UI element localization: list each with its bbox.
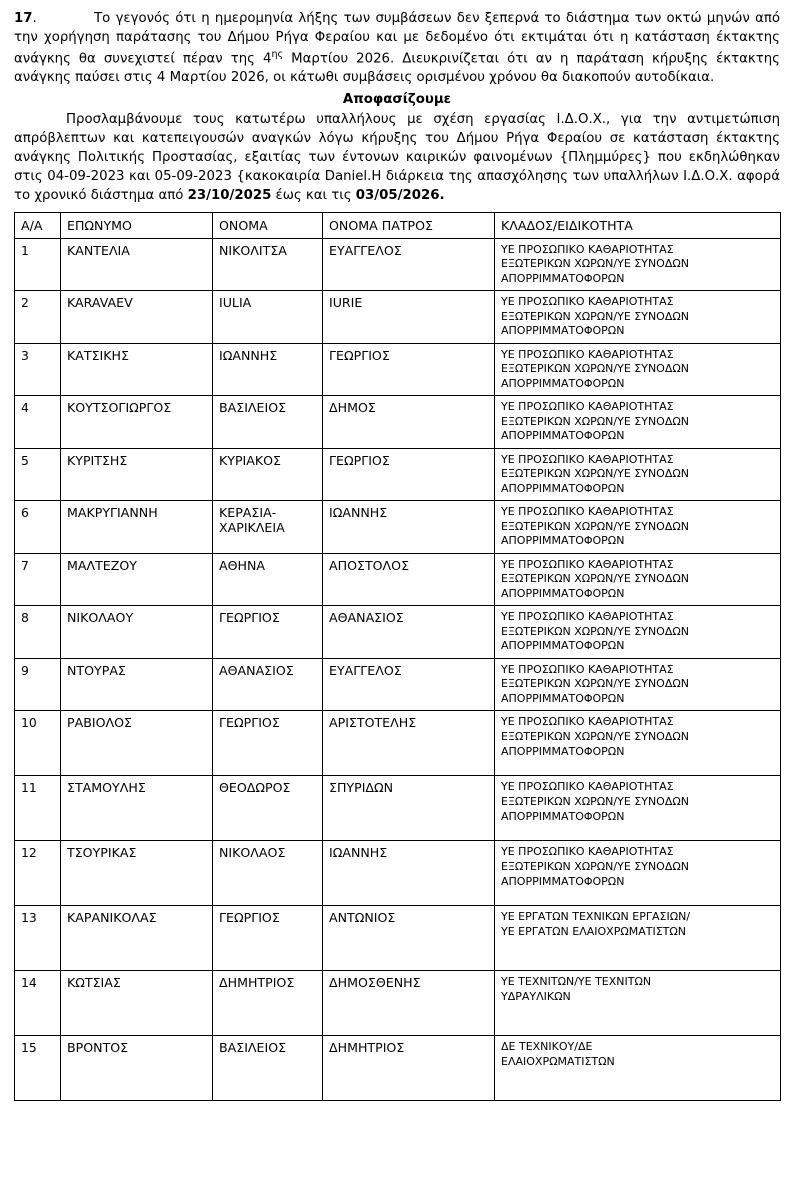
cell-name: ΚΥΡΙΑΚΟΣ — [213, 448, 323, 501]
table-row — [15, 1036, 781, 1101]
cell-specialty — [495, 238, 781, 291]
cell-specialty — [495, 291, 781, 344]
specialty-line-1: ΥΕ ΠΡΟΣΩΠΙΚΟ ΚΑΘΑΡΙΟΤΗΤΑΣ — [501, 242, 674, 256]
cell-surname: ΚΟΥΤΣΟΓΙΩΡΓΟΣ — [61, 396, 213, 449]
cell-name: ΑΘΗΝΑ — [213, 553, 323, 606]
specialty-line-1: ΥΕ ΠΡΟΣΩΠΙΚΟ ΚΑΘΑΡΙΟΤΗΤΑΣ — [501, 295, 674, 309]
paragraph-17 — [14, 10, 780, 88]
specialty-line-1: ΥΕ ΠΡΟΣΩΠΙΚΟ ΚΑΘΑΡΙΟΤΗΤΑΣ — [501, 610, 674, 624]
paragraph-17-superscript: ης — [271, 48, 284, 60]
table-row — [15, 501, 781, 554]
cell-specialty — [495, 501, 781, 554]
cell-surname: ΜΑΚΡΥΓΙΑΝΝΗ — [61, 501, 213, 554]
cell-name: ΓΕΩΡΓΙΟΣ — [213, 711, 323, 776]
cell-aa: 15 — [15, 1036, 61, 1101]
cell-specialty — [495, 396, 781, 449]
paragraph-number-dot: . — [32, 11, 37, 26]
cell-specialty — [495, 1036, 781, 1101]
specialty-line-2: ΕΞΩΤΕΡΙΚΩΝ ΧΩΡΩΝ/ΥΕ ΣΥΝΟΔΩΝ — [501, 467, 689, 481]
specialty-line-3: ΑΠΟΡΡΙΜΜΑΤΟΦΟΡΩΝ — [501, 481, 625, 495]
specialty-line-1: ΥΕ ΠΡΟΣΩΠΙΚΟ ΚΑΘΑΡΙΟΤΗΤΑΣ — [501, 715, 674, 729]
cell-surname: ΤΣΟΥΡΙΚΑΣ — [61, 841, 213, 906]
cell-name: ΝΙΚΟΛΙΤΣΑ — [213, 238, 323, 291]
table-row — [15, 343, 781, 396]
specialty-line-3: ΑΠΟΡΡΙΜΜΑΤΟΦΟΡΩΝ — [501, 639, 625, 653]
cell-specialty — [495, 776, 781, 841]
cell-name: ΑΘΑΝΑΣΙΟΣ — [213, 658, 323, 711]
table-row — [15, 971, 781, 1036]
specialty-line-3: ΑΠΟΡΡΙΜΜΑΤΟΦΟΡΩΝ — [501, 874, 625, 888]
cell-aa: 11 — [15, 776, 61, 841]
cell-surname: ΚΑΤΣΙΚΗΣ — [61, 343, 213, 396]
end-date: 03/05/2026. — [355, 187, 445, 203]
cell-father: ΣΠΥΡΙΔΩΝ — [323, 776, 495, 841]
cell-aa: 5 — [15, 448, 61, 501]
cell-father: ΑΡΙΣΤΟΤΕΛΗΣ — [323, 711, 495, 776]
specialty-line-2: ΕΞΩΤΕΡΙΚΩΝ ΧΩΡΩΝ/ΥΕ ΣΥΝΟΔΩΝ — [501, 362, 689, 376]
cell-father: ΕΥΑΓΓΕΛΟΣ — [323, 658, 495, 711]
cell-father: ΔΗΜΗΤΡΙΟΣ — [323, 1036, 495, 1101]
header-aa: Α/Α — [15, 212, 61, 238]
decision-heading: Αποφασίζουμε — [342, 91, 452, 107]
specialty-line-2: ΥΔΡΑΥΛΙΚΩΝ — [501, 990, 571, 1003]
cell-name: ΚΕΡΑΣΙΑ-ΧΑΡΙΚΛΕΙΑ — [213, 501, 323, 554]
cell-aa: 10 — [15, 711, 61, 776]
paragraph-hiring — [14, 111, 780, 205]
cell-father: ΓΕΩΡΓΙΟΣ — [323, 448, 495, 501]
header-surname: ΕΠΩΝΥΜΟ — [61, 212, 213, 238]
specialty-line-2: ΕΛΑΙΟΧΡΩΜΑΤΙΣΤΩΝ — [501, 1055, 615, 1068]
cell-surname: ΒΡΟΝΤΟΣ — [61, 1036, 213, 1101]
cell-father: IURIE — [323, 291, 495, 344]
paragraph-17-text-part2: Μαρτίου 2026. Διευκρινίζεται ότι αν η παράταση κήρυξης έκτακτης ανάγκης παύσει στις 4 Μαρτίου 2026, οι κάτωθι συμβάσεις ορισμένου χρόνου θα διακοπούν αυτοδίκαια. — [14, 51, 780, 86]
cell-specialty — [495, 606, 781, 659]
cell-aa: 4 — [15, 396, 61, 449]
header-specialty: ΚΛΑΔΟΣ/ΕΙΔΙΚΟΤΗΤΑ — [495, 212, 781, 238]
specialty-line-3: ΑΠΟΡΡΙΜΜΑΤΟΦΟΡΩΝ — [501, 324, 625, 338]
cell-specialty — [495, 553, 781, 606]
specialty-line-2: ΕΞΩΤΕΡΙΚΩΝ ΧΩΡΩΝ/ΥΕ ΣΥΝΟΔΩΝ — [501, 730, 689, 743]
cell-name: ΓΕΩΡΓΙΟΣ — [213, 906, 323, 971]
cell-father: ΙΩΑΝΝΗΣ — [323, 501, 495, 554]
table-row — [15, 291, 781, 344]
header-name: ΟΝΟΜΑ — [213, 212, 323, 238]
cell-surname: ΜΑΛΤΕΖΟΥ — [61, 553, 213, 606]
table-row — [15, 396, 781, 449]
staff-table — [14, 212, 781, 1102]
cell-surname: ΣΤΑΜΟΥΛΗΣ — [61, 776, 213, 841]
cell-name: IULIA — [213, 291, 323, 344]
cell-surname: ΚΥΡΙΤΣΗΣ — [61, 448, 213, 501]
header-father: ΟΝΟΜΑ ΠΑΤΡΟΣ — [323, 212, 495, 238]
specialty-line-2: ΥΕ ΕΡΓΑΤΩΝ ΕΛΑΙΟΧΡΩΜΑΤΙΣΤΩΝ — [501, 925, 687, 938]
table-row — [15, 606, 781, 659]
specialty-line-3: ΑΠΟΡΡΙΜΜΑΤΟΦΟΡΩΝ — [501, 586, 625, 600]
cell-aa: 13 — [15, 906, 61, 971]
cell-aa: 7 — [15, 553, 61, 606]
cell-name: ΓΕΩΡΓΙΟΣ — [213, 606, 323, 659]
table-row — [15, 776, 781, 841]
cell-father: ΔΗΜΟΣ — [323, 396, 495, 449]
cell-specialty — [495, 343, 781, 396]
cell-father: ΑΠΟΣΤΟΛΟΣ — [323, 553, 495, 606]
specialty-line-1: ΥΕ ΠΡΟΣΩΠΙΚΟ ΚΑΘΑΡΙΟΤΗΤΑΣ — [501, 505, 674, 519]
specialty-line-3: ΑΠΟΡΡΙΜΜΑΤΟΦΟΡΩΝ — [501, 691, 625, 705]
specialty-line-3: ΑΠΟΡΡΙΜΜΑΤΟΦΟΡΩΝ — [501, 271, 625, 285]
specialty-line-2: ΕΞΩΤΕΡΙΚΩΝ ΧΩΡΩΝ/ΥΕ ΣΥΝΟΔΩΝ — [501, 572, 689, 586]
start-date: 23/10/2025 — [187, 187, 272, 203]
table-row — [15, 841, 781, 906]
date-connector: έως και τις — [271, 187, 356, 203]
paragraph-17-text-part1: Το γεγονός ότι η ημερομηνία λήξης των συμβάσεων δεν ξεπερνά το διάστημα των οκτώ μηνών από την χορήγηση παράτασης του Δήμου Ρήγα Φεραίου και με δεδομένο ότι εκτιμάται ότι η κατάσταση έκτακτης ανάγκης θα συνεχιστεί πέραν της 4 — [14, 11, 780, 67]
cell-aa: 9 — [15, 658, 61, 711]
specialty-line-3: ΑΠΟΡΡΙΜΜΑΤΟΦΟΡΩΝ — [501, 744, 625, 758]
specialty-line-3: ΑΠΟΡΡΙΜΜΑΤΟΦΟΡΩΝ — [501, 376, 625, 390]
cell-surname: ΝΙΚΟΛΑΟΥ — [61, 606, 213, 659]
specialty-line-1: ΥΕ ΠΡΟΣΩΠΙΚΟ ΚΑΘΑΡΙΟΤΗΤΑΣ — [501, 347, 674, 361]
cell-surname: ΚΑΡΑΝΙΚΟΛΑΣ — [61, 906, 213, 971]
cell-name: ΘΕΟΔΩΡΟΣ — [213, 776, 323, 841]
table-row — [15, 658, 781, 711]
cell-name: ΝΙΚΟΛΑΟΣ — [213, 841, 323, 906]
specialty-line-1: ΥΕ ΠΡΟΣΩΠΙΚΟ ΚΑΘΑΡΙΟΤΗΤΑΣ — [501, 780, 674, 794]
cell-specialty — [495, 841, 781, 906]
cell-name: ΒΑΣΙΛΕΙΟΣ — [213, 1036, 323, 1101]
cell-surname: ΡΑΒΙΟΛΟΣ — [61, 711, 213, 776]
cell-surname: KARAVAEV — [61, 291, 213, 344]
specialty-line-2: ΕΞΩΤΕΡΙΚΩΝ ΧΩΡΩΝ/ΥΕ ΣΥΝΟΔΩΝ — [501, 860, 689, 873]
cell-aa: 2 — [15, 291, 61, 344]
table-row — [15, 711, 781, 776]
cell-father: ΑΘΑΝΑΣΙΟΣ — [323, 606, 495, 659]
table-row — [15, 553, 781, 606]
cell-father: ΔΗΜΟΣΘΕΝΗΣ — [323, 971, 495, 1036]
table-row — [15, 448, 781, 501]
cell-name: ΙΩΑΝΝΗΣ — [213, 343, 323, 396]
cell-specialty — [495, 711, 781, 776]
specialty-line-1: ΥΕ ΠΡΟΣΩΠΙΚΟ ΚΑΘΑΡΙΟΤΗΤΑΣ — [501, 557, 674, 571]
cell-specialty — [495, 906, 781, 971]
specialty-line-1: ΥΕ ΠΡΟΣΩΠΙΚΟ ΚΑΘΑΡΙΟΤΗΤΑΣ — [501, 452, 674, 466]
cell-father: ΕΥΑΓΓΕΛΟΣ — [323, 238, 495, 291]
cell-specialty — [495, 658, 781, 711]
table-header-row — [15, 212, 781, 238]
specialty-line-1: ΥΕ ΤΕΧΝΙΤΩΝ/ΥΕ ΤΕΧΝΙΤΩΝ — [501, 975, 652, 989]
cell-aa: 12 — [15, 841, 61, 906]
cell-surname: ΚΩΤΣΙΑΣ — [61, 971, 213, 1036]
cell-name: ΒΑΣΙΛΕΙΟΣ — [213, 396, 323, 449]
cell-surname: ΝΤΟΥΡΑΣ — [61, 658, 213, 711]
specialty-line-1: ΥΕ ΠΡΟΣΩΠΙΚΟ ΚΑΘΑΡΙΟΤΗΤΑΣ — [501, 845, 674, 859]
specialty-line-2: ΕΞΩΤΕΡΙΚΩΝ ΧΩΡΩΝ/ΥΕ ΣΥΝΟΔΩΝ — [501, 624, 689, 638]
specialty-line-2: ΕΞΩΤΕΡΙΚΩΝ ΧΩΡΩΝ/ΥΕ ΣΥΝΟΔΩΝ — [501, 519, 689, 533]
specialty-line-3: ΑΠΟΡΡΙΜΜΑΤΟΦΟΡΩΝ — [501, 534, 625, 548]
cell-aa: 14 — [15, 971, 61, 1036]
specialty-line-1: ΥΕ ΠΡΟΣΩΠΙΚΟ ΚΑΘΑΡΙΟΤΗΤΑΣ — [501, 400, 674, 414]
cell-aa: 6 — [15, 501, 61, 554]
table-row — [15, 238, 781, 291]
specialty-line-2: ΕΞΩΤΕΡΙΚΩΝ ΧΩΡΩΝ/ΥΕ ΣΥΝΟΔΩΝ — [501, 257, 689, 271]
specialty-line-2: ΕΞΩΤΕΡΙΚΩΝ ΧΩΡΩΝ/ΥΕ ΣΥΝΟΔΩΝ — [501, 309, 689, 323]
cell-aa: 1 — [15, 238, 61, 291]
specialty-line-1: ΥΕ ΕΡΓΑΤΩΝ ΤΕΧΝΙΚΩΝ ΕΡΓΑΣΙΩΝ/ — [501, 910, 691, 924]
cell-aa: 3 — [15, 343, 61, 396]
specialty-line-1: ΔΕ ΤΕΧΝΙΚΟΥ/ΔΕ — [501, 1040, 593, 1054]
paragraph-number: 17 — [14, 11, 33, 26]
cell-father: ΑΝΤΩΝΙΟΣ — [323, 906, 495, 971]
cell-specialty — [495, 448, 781, 501]
specialty-line-3: ΑΠΟΡΡΙΜΜΑΤΟΦΟΡΩΝ — [501, 429, 625, 443]
cell-father: ΙΩΑΝΝΗΣ — [323, 841, 495, 906]
specialty-line-1: ΥΕ ΠΡΟΣΩΠΙΚΟ ΚΑΘΑΡΙΟΤΗΤΑΣ — [501, 662, 674, 676]
table-row — [15, 906, 781, 971]
specialty-line-2: ΕΞΩΤΕΡΙΚΩΝ ΧΩΡΩΝ/ΥΕ ΣΥΝΟΔΩΝ — [501, 414, 689, 428]
specialty-line-3: ΑΠΟΡΡΙΜΜΑΤΟΦΟΡΩΝ — [501, 809, 625, 823]
specialty-line-2: ΕΞΩΤΕΡΙΚΩΝ ΧΩΡΩΝ/ΥΕ ΣΥΝΟΔΩΝ — [501, 677, 689, 691]
paragraph-hiring-text: Προσλαμβάνουμε τους κατωτέρω υπαλλήλους με σχέση εργασίας Ι.Δ.Ο.Χ., για την αντιμετώπιση απρόβλεπτων και κατεπειγουσών αναγκών λόγω κήρυξης του Δήμου Ρήγα Φεραίου σε κατάσταση έκτακτης ανάγκης Πολιτικής Προστασίας, εξαιτίας των έντονων καιρικών φαινομένων {Πλημμύρες} που εκδηλώθηκαν στις 04-09-2023 και 05-09-2023 {κακοκαιρία Daniel.Η διάρκεια της απασχόλησης των υπαλλήλων Ι.Δ.Ο.Χ. αφορά το χρονικό διάστημα από — [14, 112, 780, 203]
cell-surname: ΚΑΝΤΕΛΙΑ — [61, 238, 213, 291]
specialty-line-2: ΕΞΩΤΕΡΙΚΩΝ ΧΩΡΩΝ/ΥΕ ΣΥΝΟΔΩΝ — [501, 795, 689, 808]
cell-aa: 8 — [15, 606, 61, 659]
cell-name: ΔΗΜΗΤΡΙΟΣ — [213, 971, 323, 1036]
cell-specialty — [495, 971, 781, 1036]
cell-father: ΓΕΩΡΓΙΟΣ — [323, 343, 495, 396]
